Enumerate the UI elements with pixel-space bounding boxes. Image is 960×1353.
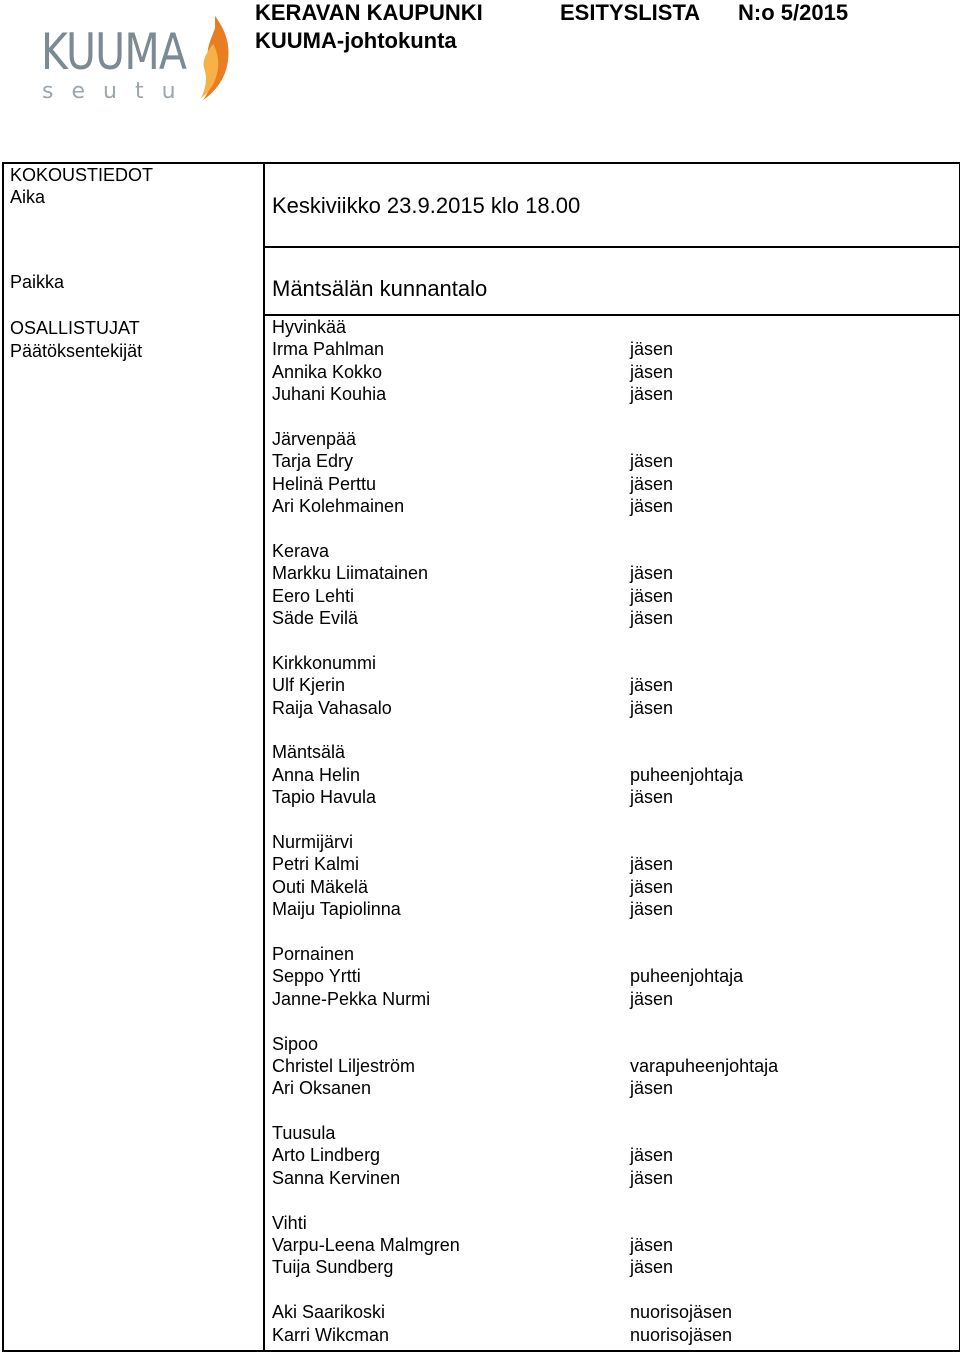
flame-icon bbox=[193, 14, 233, 100]
list-item bbox=[272, 898, 952, 920]
place-label: Paikka bbox=[10, 272, 65, 292]
list-item bbox=[272, 786, 952, 808]
participant-name: Nurmijärvi bbox=[272, 831, 353, 852]
participant-name: Janne-Pekka Nurmi bbox=[272, 988, 431, 1009]
document-type: ESITYSLISTA bbox=[560, 0, 701, 25]
time-label: Aika bbox=[10, 187, 46, 207]
list-item bbox=[272, 629, 952, 651]
participant-name: Juhani Kouhia bbox=[272, 384, 387, 405]
participant-role: jäsen bbox=[630, 563, 674, 584]
participant-name: Raija Vahasalo bbox=[272, 697, 392, 718]
participant-name: Arto Lindberg bbox=[272, 1145, 381, 1166]
participant-role: jäsen bbox=[630, 585, 674, 606]
participant-name: Kirkkonummi bbox=[272, 652, 377, 673]
participant-name: Järvenpää bbox=[272, 428, 357, 449]
participant-role: jäsen bbox=[630, 787, 674, 808]
list-item bbox=[272, 1055, 952, 1077]
logo-subtitle: seutu bbox=[42, 79, 194, 104]
participant-role: jäsen bbox=[630, 496, 674, 517]
participant-name: Mäntsälä bbox=[272, 742, 346, 763]
list-item bbox=[272, 316, 952, 338]
list-item bbox=[272, 338, 952, 360]
participant-name: Anna Helin bbox=[272, 764, 361, 785]
participant-role: puheenjohtaja bbox=[630, 764, 744, 785]
list-item bbox=[272, 1122, 952, 1144]
list-item bbox=[272, 1324, 952, 1346]
participant-role: jäsen bbox=[630, 1078, 674, 1099]
list-item bbox=[272, 450, 952, 472]
participant-name: Ulf Kjerin bbox=[272, 675, 346, 696]
list-item bbox=[272, 697, 952, 719]
list-item bbox=[272, 921, 952, 943]
participant-name: Sanna Kervinen bbox=[272, 1167, 401, 1188]
participant-name: Tuija Sundberg bbox=[272, 1257, 394, 1278]
participant-name: Kerava bbox=[272, 540, 330, 561]
list-item bbox=[272, 540, 952, 562]
column-divider bbox=[263, 162, 265, 1352]
participant-role: jäsen bbox=[630, 608, 674, 629]
list-item bbox=[272, 1279, 952, 1301]
list-item bbox=[272, 1256, 952, 1278]
list-item bbox=[272, 831, 952, 853]
participant-role: jäsen bbox=[630, 384, 674, 405]
participant-role: jäsen bbox=[630, 361, 674, 382]
participant-role: nuorisojäsen bbox=[630, 1324, 733, 1345]
participant-role: puheenjohtaja bbox=[630, 966, 744, 987]
participant-name: Maiju Tapiolinna bbox=[272, 899, 401, 920]
list-item bbox=[272, 809, 952, 831]
list-item bbox=[272, 965, 952, 987]
row-divider bbox=[265, 246, 959, 248]
participant-name: Pornainen bbox=[272, 943, 355, 964]
participant-name: Tarja Edry bbox=[272, 451, 354, 472]
participant-role: jäsen bbox=[630, 451, 674, 472]
list-item bbox=[272, 719, 952, 741]
participant-name: Helinä Perttu bbox=[272, 473, 377, 494]
list-item bbox=[272, 1033, 952, 1055]
list-item bbox=[272, 1077, 952, 1099]
list-item bbox=[272, 853, 952, 875]
document-number: N:o 5/2015 bbox=[738, 0, 849, 25]
meeting-time: Keskiviikko 23.9.2015 klo 18.00 bbox=[272, 193, 581, 218]
participant-role: nuorisojäsen bbox=[630, 1302, 733, 1323]
kuuma-logo bbox=[38, 14, 238, 104]
list-item bbox=[272, 361, 952, 383]
participant-role: jäsen bbox=[630, 988, 674, 1009]
list-item bbox=[272, 1301, 952, 1323]
list-item bbox=[272, 406, 952, 428]
section-label: KOKOUSTIEDOT bbox=[10, 165, 154, 185]
participant-role: jäsen bbox=[630, 339, 674, 360]
list-item bbox=[272, 585, 952, 607]
participant-name: Aki Saarikoski bbox=[272, 1302, 386, 1323]
list-item bbox=[272, 607, 952, 629]
list-item bbox=[272, 428, 952, 450]
participant-role: jäsen bbox=[630, 1257, 674, 1278]
list-item bbox=[272, 764, 952, 786]
participant-name: Ari Kolehmainen bbox=[272, 496, 405, 517]
decision-makers-label: Päätöksentekijät bbox=[10, 341, 143, 361]
participant-name: Markku Liimatainen bbox=[272, 563, 429, 584]
list-item bbox=[272, 943, 952, 965]
participant-role: jäsen bbox=[630, 1235, 674, 1256]
participant-name: Hyvinkää bbox=[272, 317, 347, 337]
organization-name: KERAVAN KAUPUNKI bbox=[255, 0, 483, 25]
participant-role: varapuheenjohtaja bbox=[630, 1055, 779, 1076]
list-item bbox=[272, 495, 952, 517]
participant-name: Petri Kalmi bbox=[272, 854, 360, 875]
participant-role: jäsen bbox=[630, 1145, 674, 1166]
participant-name: Irma Pahlman bbox=[272, 339, 385, 360]
participant-name: Seppo Yrtti bbox=[272, 966, 361, 987]
list-item bbox=[272, 1100, 952, 1122]
participants-label: OSALLISTUJAT bbox=[10, 318, 140, 338]
list-item bbox=[272, 988, 952, 1010]
committee-name: KUUMA-johtokunta bbox=[255, 28, 457, 53]
participant-name: Ari Oksanen bbox=[272, 1078, 372, 1099]
list-item bbox=[272, 383, 952, 405]
participant-name: Säde Evilä bbox=[272, 608, 359, 629]
participant-list bbox=[272, 316, 952, 1346]
list-item bbox=[272, 1189, 952, 1211]
participant-role: jäsen bbox=[630, 876, 674, 897]
participant-name: Tapio Havula bbox=[272, 787, 377, 808]
list-item bbox=[272, 1010, 952, 1032]
participant-name: Tuusula bbox=[272, 1123, 336, 1144]
meeting-place: Mäntsälän kunnantalo bbox=[272, 276, 488, 301]
participant-name: Vihti bbox=[272, 1212, 307, 1233]
list-item bbox=[272, 562, 952, 584]
logo-wordmark: KUUMA bbox=[41, 23, 187, 81]
list-item bbox=[272, 473, 952, 495]
participant-name: Outi Mäkelä bbox=[272, 876, 369, 897]
participant-name: Sipoo bbox=[272, 1033, 319, 1054]
list-item bbox=[272, 518, 952, 540]
participant-role: jäsen bbox=[630, 1167, 674, 1188]
participant-name: Eero Lehti bbox=[272, 585, 355, 606]
list-item bbox=[272, 1212, 952, 1234]
participant-role: jäsen bbox=[630, 473, 674, 494]
participant-name: Karri Wikcman bbox=[272, 1324, 390, 1345]
list-item bbox=[272, 741, 952, 763]
list-item bbox=[272, 674, 952, 696]
participant-name: Varpu-Leena Malmgren bbox=[272, 1235, 460, 1256]
list-item bbox=[272, 1234, 952, 1256]
list-item bbox=[272, 652, 952, 674]
participant-name: Annika Kokko bbox=[272, 361, 383, 382]
participant-role: jäsen bbox=[630, 675, 674, 696]
list-item bbox=[272, 876, 952, 898]
list-item bbox=[272, 1167, 952, 1189]
participant-role: jäsen bbox=[630, 899, 674, 920]
list-item bbox=[272, 1144, 952, 1166]
participant-role: jäsen bbox=[630, 697, 674, 718]
participant-role: jäsen bbox=[630, 854, 674, 875]
participant-name: Christel Liljeström bbox=[272, 1055, 416, 1076]
